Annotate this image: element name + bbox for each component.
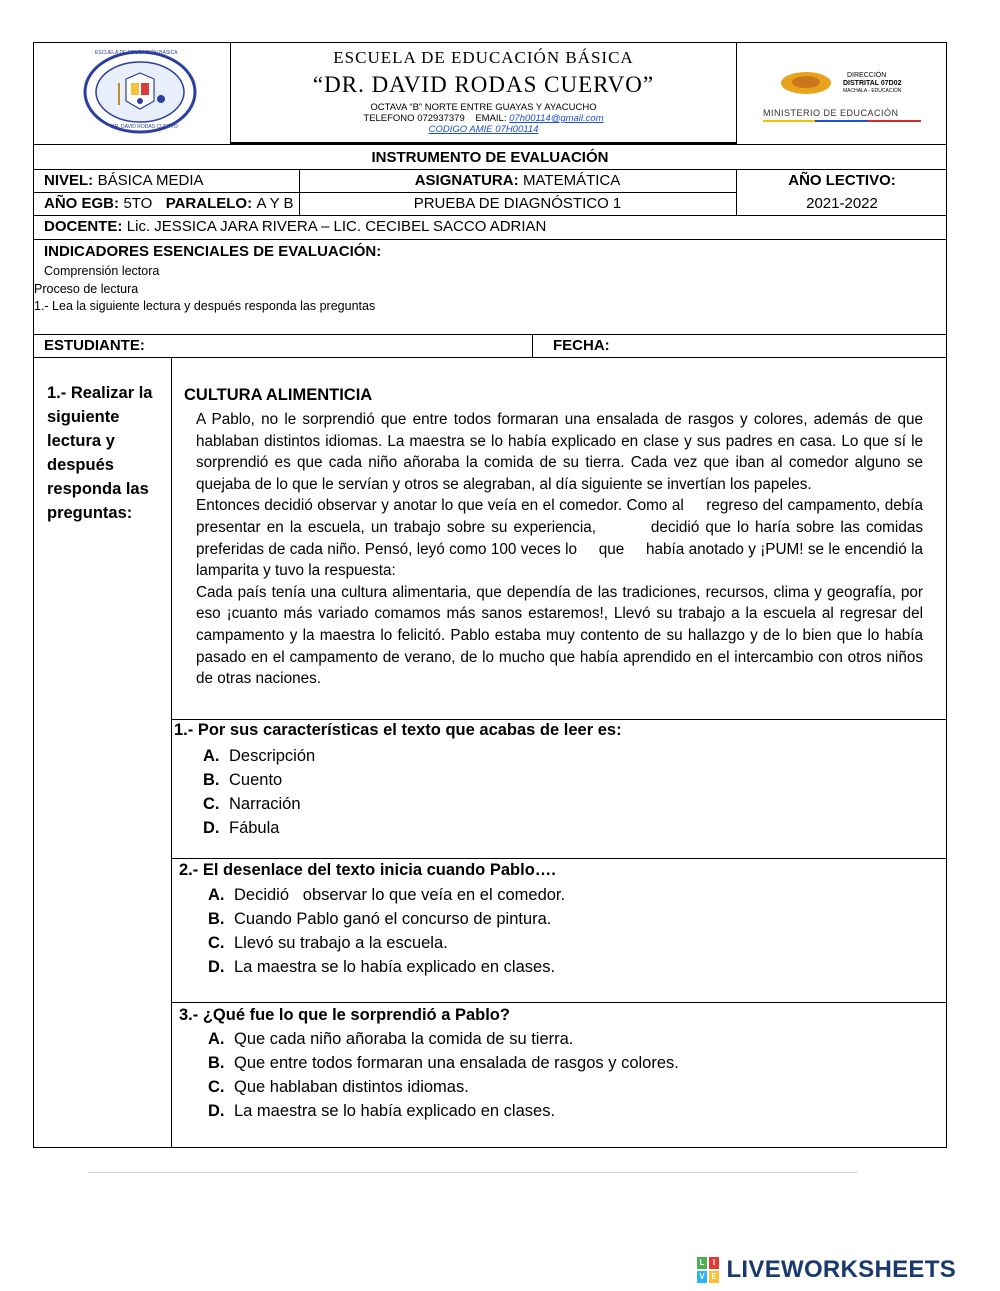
option-text: Que hablaban distintos idiomas.: [234, 1078, 469, 1096]
logo-block-v: V: [697, 1271, 707, 1283]
school-seal-cell: [33, 42, 231, 144]
option-letter: A.: [208, 1030, 225, 1048]
anio-egb-value: 5TO: [123, 195, 153, 212]
question-2-option-d[interactable]: [208, 955, 565, 979]
indicador-3: 1.- Lea la siguiente lectura y después responda las preguntas: [34, 299, 376, 313]
email-label: EMAIL:: [475, 113, 507, 124]
school-seal-logo: [81, 49, 199, 135]
option-letter: D.: [208, 1102, 225, 1120]
paralelo-value: A Y B: [256, 195, 294, 212]
question-2-options: [208, 883, 565, 979]
instrument-title-row: [33, 144, 947, 169]
logo-blocks-icon: [697, 1257, 719, 1283]
prueba-cell: [299, 194, 736, 214]
ministry-top-3: MACHALA - EDUCACIÓN: [843, 88, 902, 94]
instruction-line-2: siguiente: [47, 408, 120, 426]
option-letter: B.: [208, 1054, 225, 1072]
option-text: Llevó su trabajo a la escuela.: [234, 934, 448, 952]
question-3-option-a[interactable]: [208, 1027, 679, 1051]
school-contact: [231, 113, 736, 124]
option-letter: C.: [208, 1078, 225, 1096]
option-text: Cuando Pablo ganó el concurso de pintura.: [234, 910, 552, 928]
logo-block-e: E: [709, 1271, 719, 1283]
instruction-line-6: preguntas:: [47, 504, 133, 522]
ministry-top-2: DISTRITAL 07D02: [843, 80, 902, 87]
option-text: Narración: [229, 795, 301, 813]
question-3-options: [208, 1027, 679, 1123]
instruction-column: [47, 381, 165, 525]
fecha-cell[interactable]: [532, 334, 533, 358]
reading-text: [196, 409, 928, 690]
option-text: Que entre todos formaran una ensalada de rasgos y colores.: [234, 1054, 679, 1072]
option-text: Fábula: [229, 819, 280, 837]
seal-text-top: ESCUELA DE EDUCACIÓN BÁSICA: [95, 50, 178, 56]
egb-cell: [44, 194, 294, 214]
question-3-divider: [171, 1002, 947, 1003]
option-letter: B.: [203, 771, 220, 789]
ministry-name: MINISTERIO DE EDUCACIÓN: [763, 108, 899, 118]
question-3-option-d[interactable]: [208, 1099, 679, 1123]
reading-title: CULTURA ALIMENTICIA: [184, 386, 373, 404]
seal-text-bottom: DR. DAVID RODAS CUERVO: [111, 124, 178, 130]
instrument-title: INSTRUMENTO DE EVALUACIÓN: [371, 149, 609, 166]
option-letter: D.: [203, 819, 220, 837]
ministry-logo-icon: [779, 70, 833, 96]
fecha-label[interactable]: FECHA:: [553, 337, 610, 354]
option-letter: D.: [208, 958, 225, 976]
question-1-option-d[interactable]: [203, 816, 315, 840]
school-name: “DR. DAVID RODAS CUERVO”: [312, 72, 655, 97]
indicador-2: Proceso de lectura: [34, 282, 139, 296]
instruction-line-1: 1.- Realizar la: [47, 384, 153, 402]
school-info: [231, 42, 736, 144]
option-text: Decidió observar lo que veía en el comedor.: [234, 886, 566, 904]
option-letter: C.: [208, 934, 225, 952]
option-text: Cuento: [229, 771, 283, 789]
asignatura-value: MATEMÁTICA: [523, 172, 621, 189]
question-2-divider: [171, 858, 947, 859]
question-3-option-b[interactable]: [208, 1051, 679, 1075]
question-2-option-c[interactable]: [208, 931, 565, 955]
estudiante-label[interactable]: ESTUDIANTE:: [44, 337, 145, 354]
email-link[interactable]: 07h00114@gmail.com: [509, 113, 604, 124]
option-letter: C.: [203, 795, 220, 813]
paralelo-label: PARALELO:: [165, 195, 253, 212]
docente-label: DOCENTE:: [44, 218, 123, 235]
indicador-1: Comprensión lectora: [44, 264, 160, 278]
reading-paragraph-2: Entonces decidió observar y anotar lo que veía en el comedor. Como al regreso del campamento, debía presentar en la escuela, un trabajo sobre su experiencia, decidió que lo haría sobre las comidas preferidas de cada niño. Pensó, leyó como 100 veces lo que había anotado y ¡PUM! se le encendió la lamparita y tuvo la respuesta:: [196, 497, 928, 580]
amie-code: [231, 124, 736, 135]
instruction-line-4: después: [47, 456, 114, 474]
anio-lectivo-value: 2021-2022: [806, 195, 878, 212]
question-1-option-a[interactable]: [203, 744, 315, 768]
content-divider: [171, 358, 172, 1148]
option-text: La maestra se lo había explicado en clases.: [234, 958, 556, 976]
question-1-option-c[interactable]: [203, 792, 315, 816]
liveworksheets-wordmark: LIVEWORKSHEETS: [726, 1256, 957, 1283]
reading-paragraph-3: Cada país tenía una cultura alimentaria, que dependía de las tradiciones, recursos, clima y geografía, por eso ¡cuanto más variado comamos más sanos estaremos!, Llevó su trabajo a la escuela al regresar del campamento y la maestra lo felicitó. Pablo estaba muy contento de su hallazgo y de lo bien que lo había pasado en el campamento de verano, de lo mucho que había aprendido en el intercambio con otros niños de otras naciones.: [196, 583, 923, 688]
option-text: Descripción: [229, 747, 316, 765]
ministry-flag-stripe: [763, 120, 921, 122]
school-address: OCTAVA “B” NORTE ENTRE GUAYAS Y AYACUCHO: [370, 102, 597, 113]
prueba-text: PRUEBA DE DIAGNÓSTICO 1: [413, 195, 622, 212]
asignatura-label: ASIGNATURA:: [414, 172, 519, 189]
nivel-cell: [44, 171, 204, 191]
question-2-option-a[interactable]: [208, 883, 565, 907]
option-text: Que cada niño añoraba la comida de su tierra.: [234, 1030, 574, 1048]
anio-egb-label: AÑO EGB:: [44, 195, 119, 212]
ministry-top-1: DIRECCIÓN: [847, 72, 887, 79]
question-2-title: 2.- El desenlace del texto inicia cuando Pablo….: [179, 861, 556, 879]
option-text: La maestra se lo había explicado en clases.: [234, 1102, 556, 1120]
question-1-title: 1.- Por sus características el texto que acabas de leer es:: [174, 721, 622, 739]
question-2-option-b[interactable]: [208, 907, 565, 931]
amie-link[interactable]: CODIGO AMIE 07H00114: [428, 124, 539, 135]
reading-paragraph-1: A Pablo, no le sorprendió que entre todos formaran una ensalada de rasgos y colores, además de que hablaban distintos idiomas. La maestra se lo había explicado en clase y sus padres en casa. Lo que sí le sorprendió es que cada niño añoraba la comida de su tierra. Cada vez que iban al comedor alguno se quejaba de lo que le servían y otros se alegraban, al día siguiente se invertían los papeles.: [196, 411, 923, 493]
logo-block-i: I: [709, 1257, 719, 1269]
instruction-line-5: responda las: [47, 480, 149, 498]
question-1-options: [203, 744, 315, 840]
instruction-line-3: lectura y: [47, 432, 115, 450]
question-1-divider: [171, 719, 947, 720]
question-3-title: 3.- ¿Qué fue lo que le sorprendió a Pablo?: [179, 1006, 510, 1024]
school-phone: TELEFONO 072937379: [363, 113, 465, 124]
anio-lectivo-label: AÑO LECTIVO:: [788, 172, 896, 189]
liveworksheets-logo[interactable]: [697, 1256, 995, 1284]
ministry-cell: [736, 42, 947, 144]
question-3-option-c[interactable]: [208, 1075, 679, 1099]
nivel-value: BÁSICA MEDIA: [97, 172, 204, 189]
indicadores-title: INDICADORES ESENCIALES DE EVALUACIÓN:: [44, 243, 382, 260]
row-estudiante: [33, 334, 947, 358]
school-type: ESCUELA DE EDUCACIÓN BÁSICA: [333, 48, 634, 67]
docente-value: Lic. JESSICA JARA RIVERA – LIC. CECIBEL SACCO ADRIAN: [126, 218, 547, 235]
page-separator: [88, 1172, 858, 1173]
option-letter: B.: [208, 910, 225, 928]
logo-block-l: L: [697, 1257, 707, 1269]
asignatura-text: [299, 171, 736, 191]
nivel-label: NIVEL:: [44, 172, 94, 189]
docente-cell: [44, 217, 546, 237]
question-1-option-b[interactable]: [203, 768, 315, 792]
option-letter: A.: [208, 886, 225, 904]
option-letter: A.: [203, 747, 220, 765]
